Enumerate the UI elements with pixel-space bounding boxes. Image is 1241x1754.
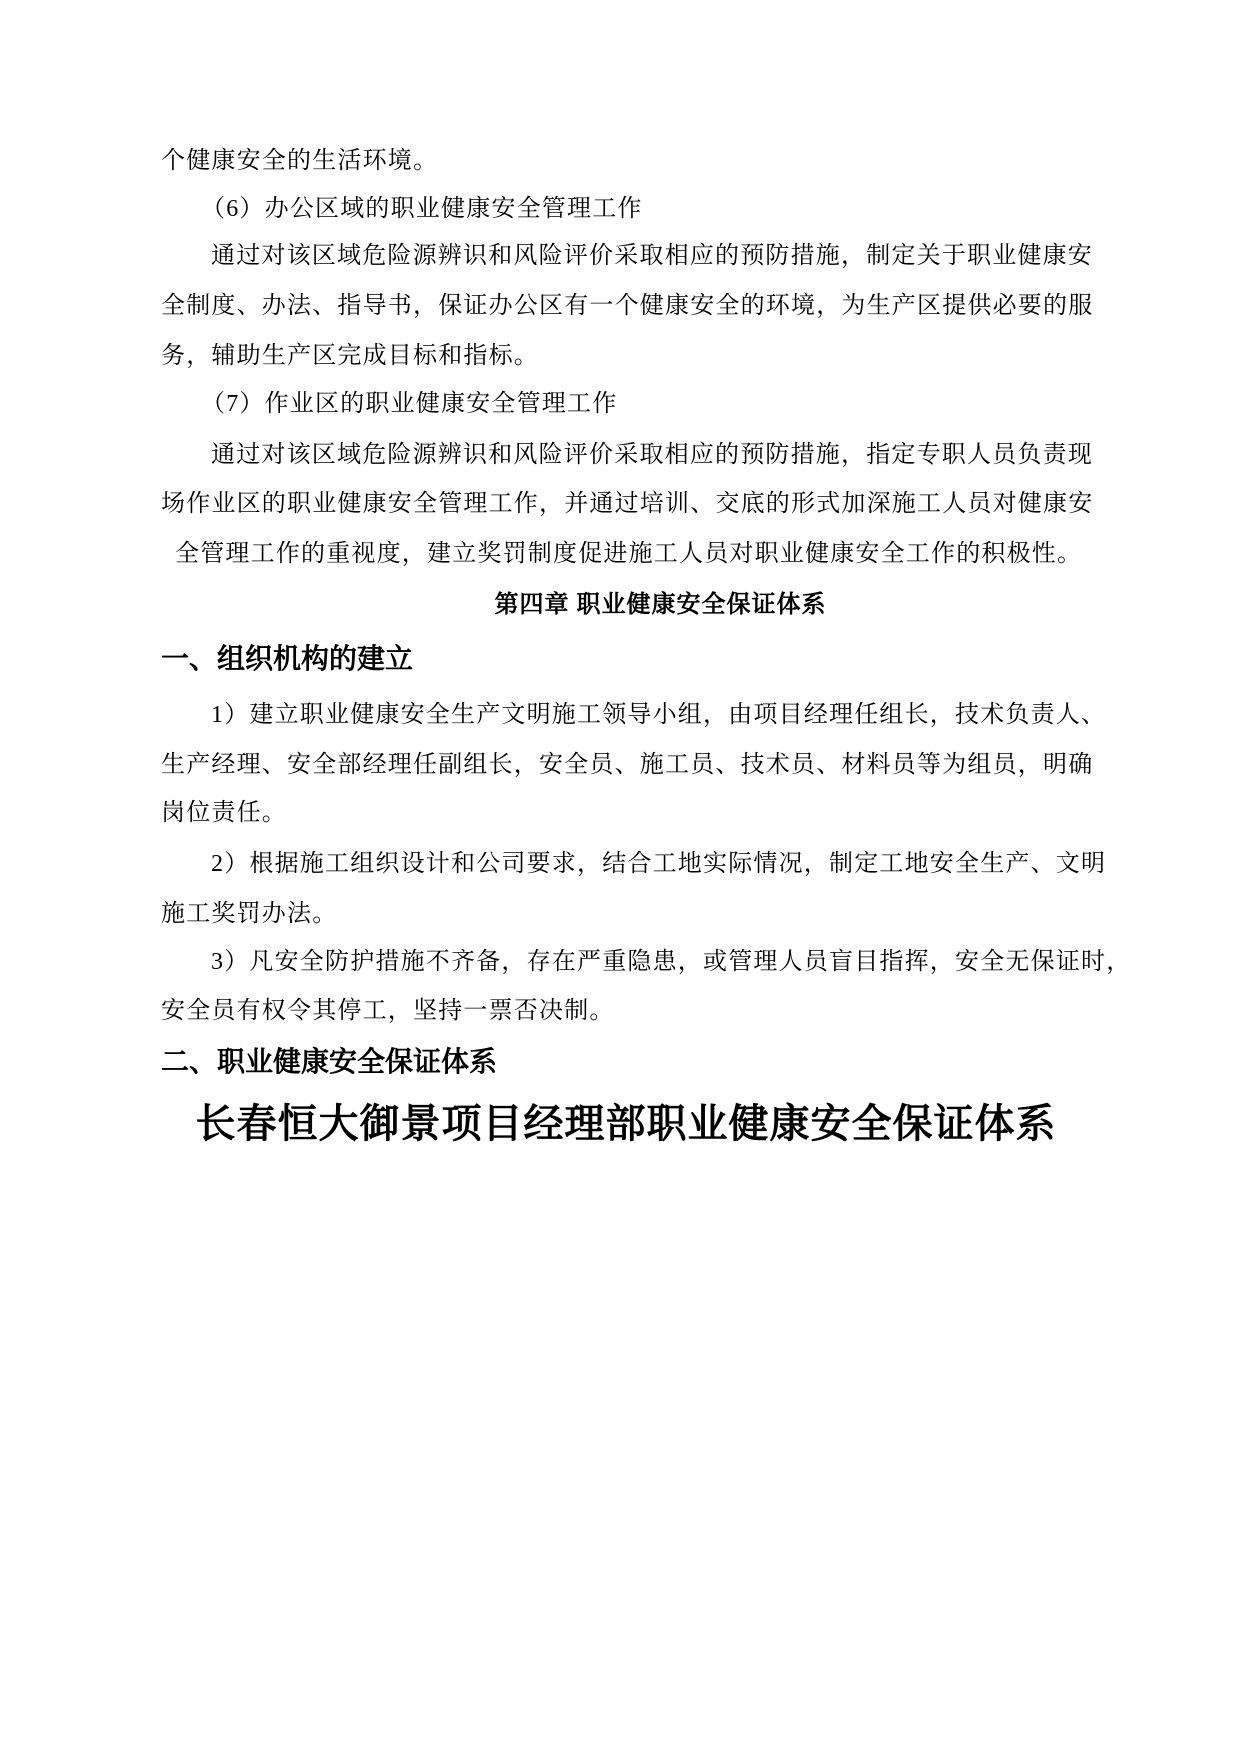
list-item-continuation: 施工奖罚办法。 — [161, 901, 338, 927]
paragraph-line: 全管理工作的重视度，建立奖罚制度促进施工人员对职业健康安全工作的积极性。 — [175, 541, 1083, 567]
list-item-continuation: 生产经理、安全部经理任副组长，安全员、施工员、技术员、材料员等为组员，明确 — [161, 752, 1094, 778]
list-item: 1）建立职业健康安全生产文明施工领导小组，由项目经理任组长，技术负责人、 — [211, 702, 1107, 728]
subheading-work-area: （7）作业区的职业健康安全管理工作 — [201, 391, 618, 417]
diagram-title: 长春恒大御景项目经理部职业健康安全保证体系 — [195, 1101, 1057, 1147]
section-heading-organization: 一、组织机构的建立 — [161, 644, 414, 675]
list-item: 2）根据施工组织设计和公司要求，结合工地实际情况，制定工地安全生产、文明 — [211, 851, 1107, 877]
list-item-continuation: 岗位责任。 — [161, 800, 287, 826]
paragraph-line: 通过对该区域危险源辨识和风险评价采取相应的预防措施，制定关于职业健康安 — [211, 243, 1093, 269]
chapter-heading: 第四章 职业健康安全保证体系 — [494, 592, 827, 618]
section-heading-system: 二、职业健康安全保证体系 — [161, 1047, 498, 1078]
paragraph-line: 个健康安全的生活环境。 — [161, 148, 439, 174]
subheading-office-area: （6）办公区域的职业健康安全管理工作 — [201, 196, 643, 222]
paragraph-line: 务，辅助生产区完成目标和指标。 — [161, 343, 539, 369]
paragraph-line: 场作业区的职业健康安全管理工作，并通过培训、交底的形式加深施工人员对健康安 — [161, 491, 1094, 517]
paragraph-line: 通过对该区域危险源辨识和风险评价采取相应的预防措施，指定专职人员负责现 — [211, 442, 1093, 468]
paragraph-line: 全制度、办法、指导书，保证办公区有一个健康安全的环境，为生产区提供必要的服 — [161, 293, 1094, 319]
list-item: 3）凡安全防护措施不齐备，存在严重隐患，或管理人员盲目指挥，安全无保证时， — [211, 949, 1132, 975]
list-item-continuation: 安全员有权令其停工，坚持一票否决制。 — [161, 998, 615, 1024]
